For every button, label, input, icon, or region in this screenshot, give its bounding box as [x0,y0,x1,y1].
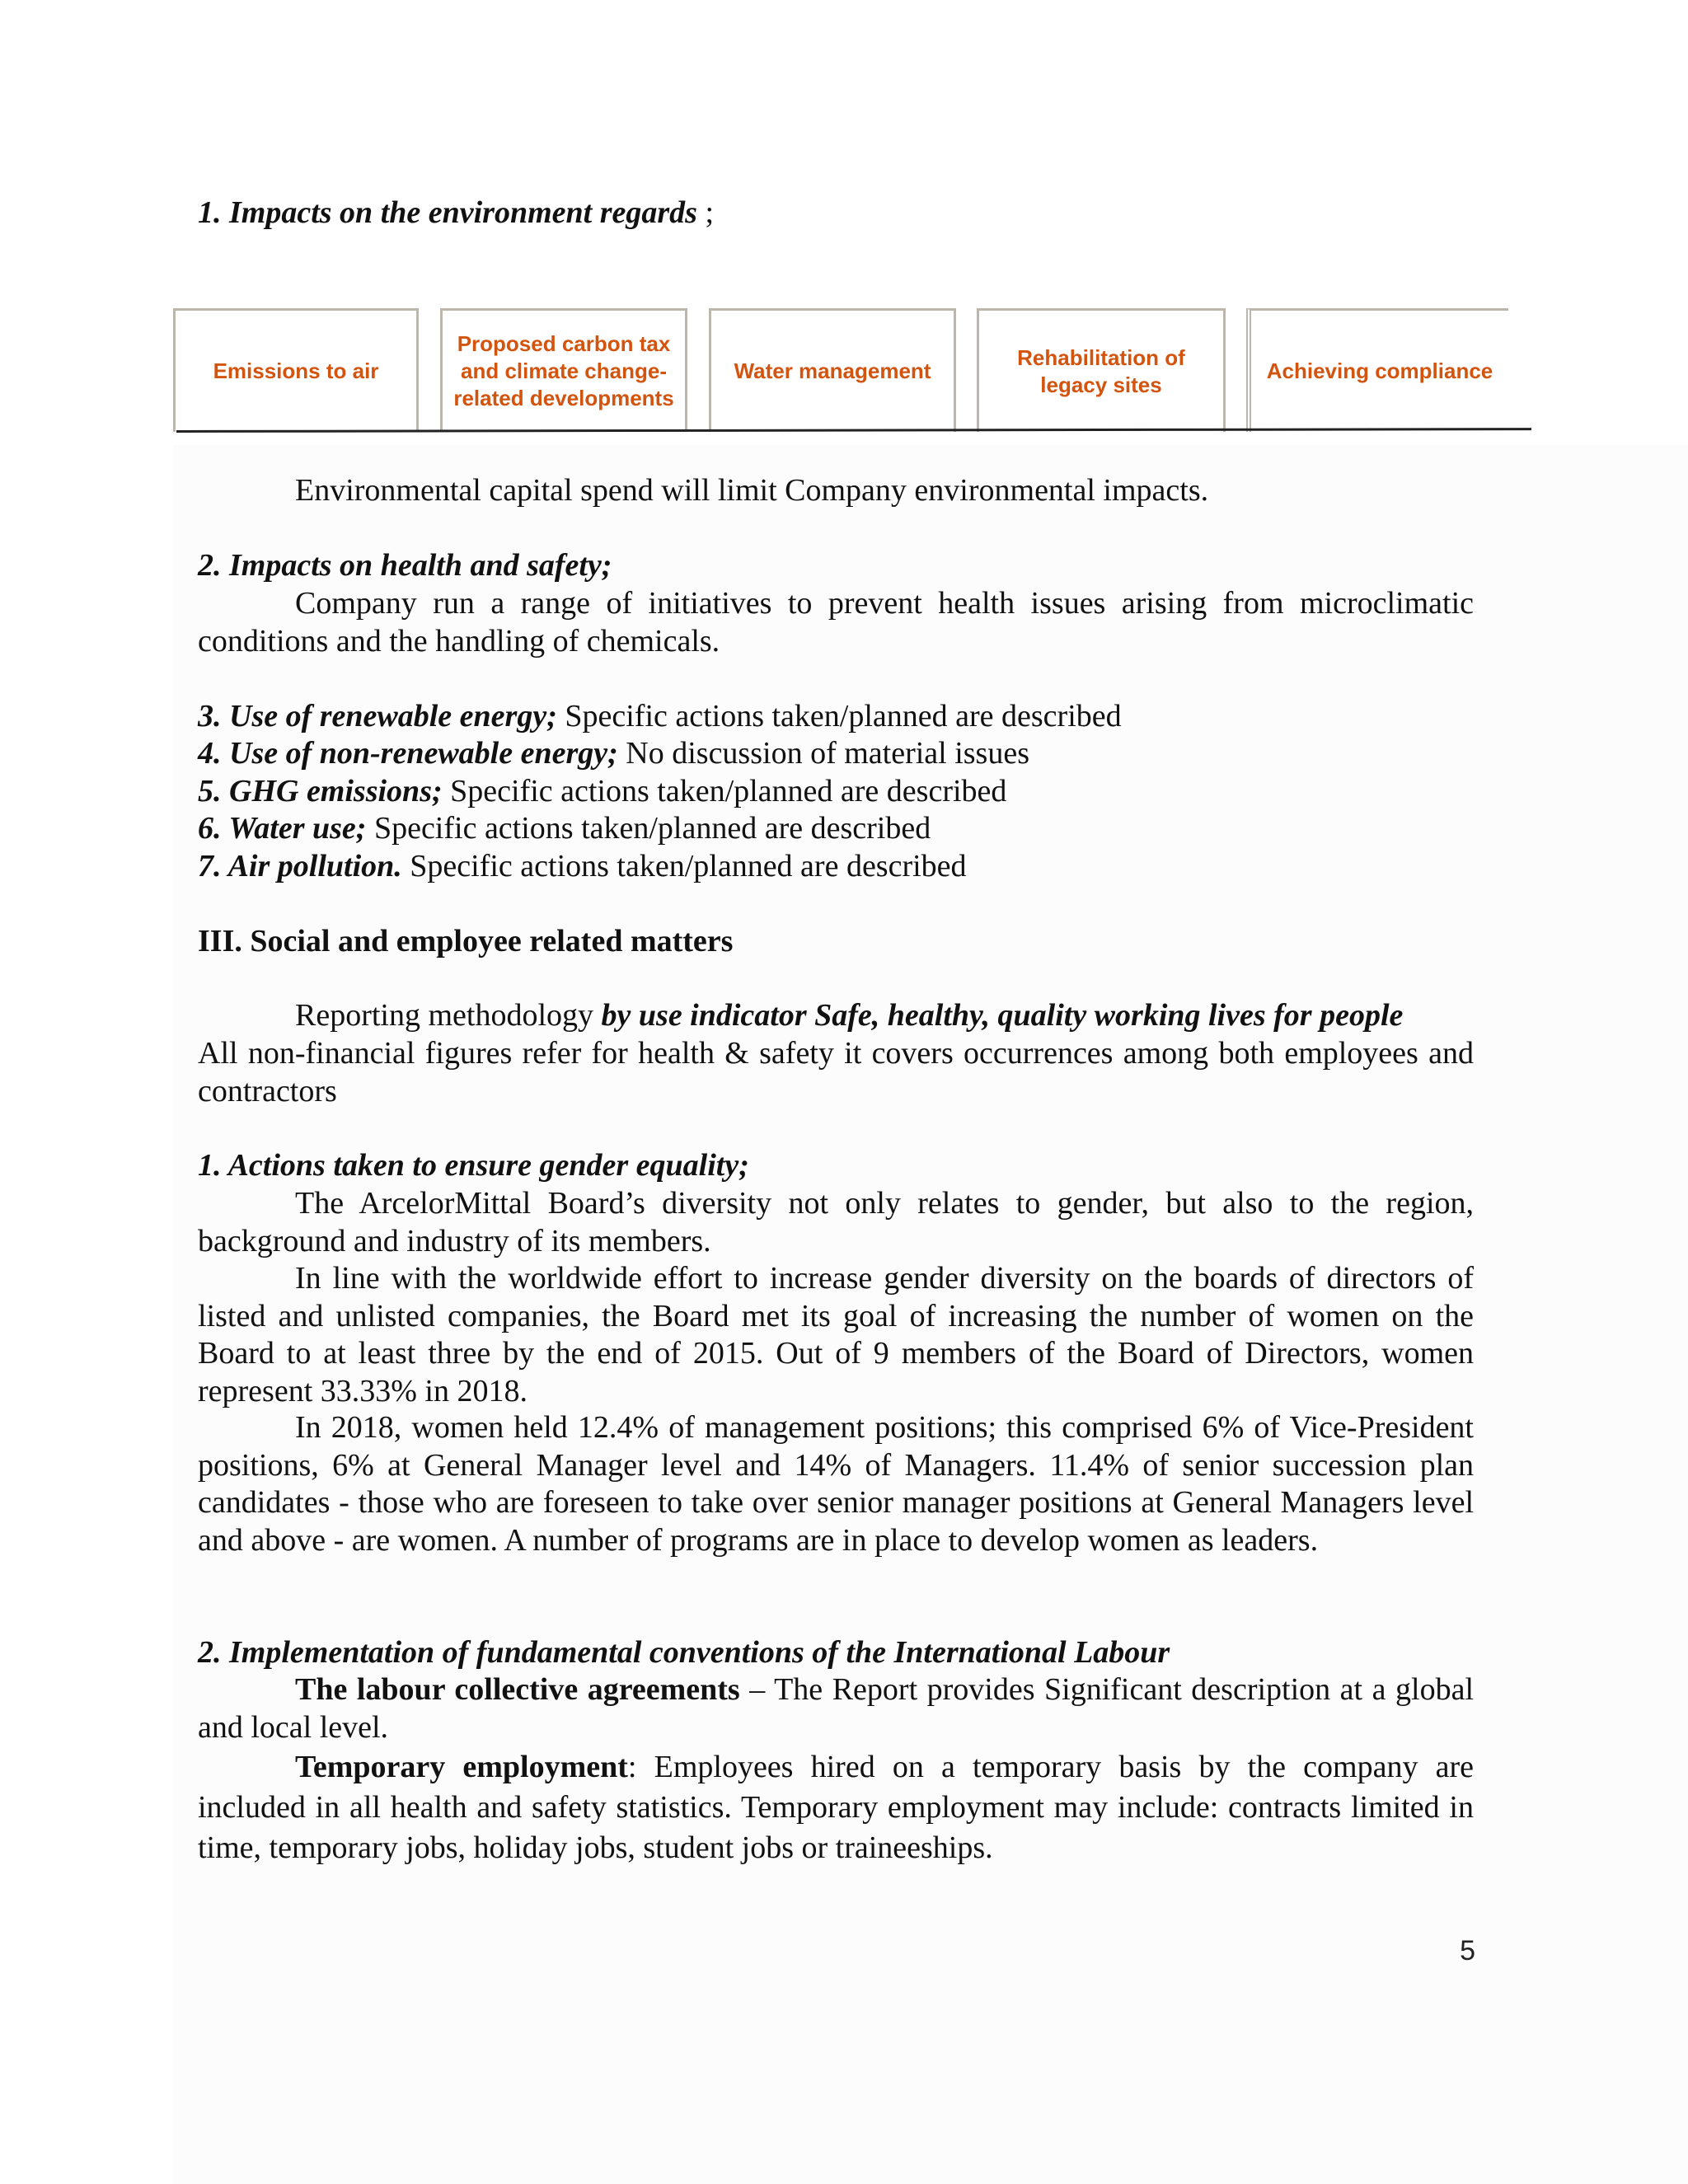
env-capital-text: Environmental capital spend will limit Company environmental impacts. [295,473,1209,508]
item-renewable-title: 3. Use of renewable energy; [198,699,557,733]
ilo-collective-agreements [198,1671,1474,1746]
gender-heading: 1. Actions taken to ensure gender equality; [198,1148,749,1183]
environment-heading-title: 1. Impacts on the environment regards [198,195,697,230]
environment-heading-suffix: ; [696,195,715,230]
item-water-use [198,810,1474,848]
page-number: 5 [1460,1935,1475,1966]
ilo-temporary-employment-text: : Employees hired on a temporary basis by the company are included in all health and safety statistics. Temporary employment may include: contracts limited in time, temporary jobs, holiday jobs, student jobs or traineeships. [198,1750,1475,1865]
item-air-text: Specific actions taken/planned are described [401,849,967,883]
box-carbon-tax: Proposed carbon tax and climate change-related developments [440,308,687,432]
item-non-renewable-title: 4. Use of non-renewable energy; [198,736,618,771]
item-non-renewable-energy [198,735,1474,773]
item-water-title: 6. Water use; [198,811,367,846]
ilo-heading: 2. Implementation of fundamental conventions of the International Labour [198,1635,1170,1670]
section-social-heading: III. Social and employee related matters [198,924,734,958]
gender-paragraph-1: The ArcelorMittal Board’s diversity not only relates to gender, but also to the region, background and industry of its members. [198,1186,1474,1258]
methodology-indicator: by use indicator Safe, healthy, quality working lives for people [601,998,1404,1033]
ilo-collective-agreements-label: The labour collective agreements [295,1672,740,1707]
gender-paragraph-2: In line with the worldwide effort to increase gender diversity on the boards of directors of listed and unlisted companies, the Board met its goal of increasing the number of women on the Board to at least three by the end of 2015. Out of 9 members of the Board of Directors, women represent 33.33% in 2018. [198,1261,1474,1408]
item-air-title: 7. Air pollution. [198,849,402,883]
item-air-pollution [198,848,1474,886]
item-ghg-text: Specific actions taken/planned are described [442,774,1007,808]
item-water-text: Specific actions taken/planned are described [366,811,931,846]
box-rehabilitation: Rehabilitation of legacy sites [977,308,1226,432]
methodology-line [198,997,1474,1035]
health-heading: 2. Impacts on health and safety; [198,548,612,583]
environment-heading [198,194,1474,232]
box-emissions-to-air: Emissions to air [173,308,419,432]
item-ghg-title: 5. GHG emissions; [198,774,443,808]
item-non-renewable-text: No discussion of material issues [617,736,1029,771]
ilo-temporary-employment-label: Temporary employment [295,1750,628,1784]
methodology-rest: All non-financial figures refer for health & safety it covers occurrences among both employees and contractors [198,1036,1474,1108]
item-renewable-text: Specific actions taken/planned are described [556,699,1122,733]
ilo-collective-agreements-text: – The Report provides Significant description at a global and local level. [198,1672,1474,1745]
methodology-lead: Reporting methodology [295,998,602,1033]
item-renewable-energy [198,698,1474,736]
health-body: Company run a range of initiatives to prevent health issues arising from microclimatic conditions and the handling of chemicals. [198,586,1474,658]
box-achieving-compliance: Achieving compliance [1246,308,1508,432]
box-water-management: Water management [709,308,956,432]
ilo-temporary-employment [198,1747,1474,1868]
item-ghg-emissions [198,773,1474,811]
gender-paragraph-3: In 2018, women held 12.4% of management positions; this comprised 6% of Vice-President positions, 6% at General Manager level and 14% of Managers. 11.4% of senior succession plan candidates - those who are foreseen to take over senior manager positions at General Managers level and above - are women. A number of programs are in place to develop women as leaders. [198,1410,1474,1558]
environment-topics-row [173,308,1508,435]
